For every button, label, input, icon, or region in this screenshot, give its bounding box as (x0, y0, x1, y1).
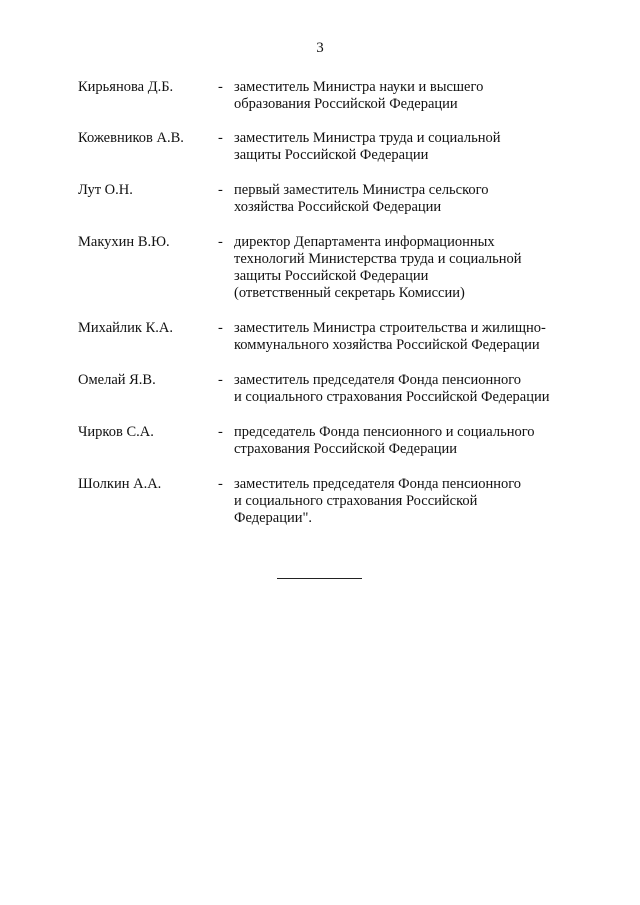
member-dash: - (218, 372, 223, 388)
member-role-line: защиты Российской Федерации (234, 268, 429, 284)
member-role-line: председатель Фонда пенсионного и социального (234, 424, 535, 440)
member-role-line: заместитель председателя Фонда пенсионного (234, 372, 522, 388)
member-role (234, 79, 579, 113)
member-dash: - (218, 424, 223, 440)
member-role (234, 234, 579, 302)
end-of-document-rule (277, 578, 362, 579)
member-role-line: хозяйства Российской Федерации (234, 199, 442, 215)
member-name: Кожевников А.В. (78, 130, 184, 146)
member-role-line: образования Российской Федерации (234, 96, 458, 112)
member-role (234, 424, 579, 458)
member-dash: - (218, 130, 223, 146)
member-role-line: страхования Российской Федерации (234, 441, 458, 457)
member-role-line: и социального страхования Российской Федерации (234, 389, 550, 405)
member-role-line: директор Департамента информационных (234, 234, 495, 250)
member-role-line: технологий Министерства труда и социальной (234, 251, 522, 267)
member-name: Чирков С.А. (78, 424, 154, 440)
member-dash: - (218, 182, 223, 198)
member-role (234, 182, 579, 216)
member-role-line: и социального страхования Российской (234, 493, 478, 509)
member-role-line: заместитель Министра науки и высшего (234, 79, 484, 95)
member-role-line: заместитель председателя Фонда пенсионного (234, 476, 522, 492)
page-number: 3 (316, 40, 324, 56)
member-dash: - (218, 79, 223, 95)
member-role-line: заместитель Министра труда и социальной (234, 130, 501, 146)
member-name: Кирьянова Д.Б. (78, 79, 174, 95)
member-role (234, 476, 579, 527)
member-role (234, 130, 579, 164)
member-role-line: коммунального хозяйства Российской Федерации (234, 337, 540, 353)
member-role (234, 372, 579, 406)
member-role-line: Федерации". (234, 510, 313, 526)
member-role-line: заместитель Министра строительства и жилищно- (234, 320, 546, 336)
member-role-line: (ответственный секретарь Комиссии) (234, 285, 465, 301)
member-name: Лут О.Н. (78, 182, 133, 198)
member-name: Макухин В.Ю. (78, 234, 170, 250)
member-role-line: защиты Российской Федерации (234, 147, 429, 163)
member-role-line: первый заместитель Министра сельского (234, 182, 489, 198)
member-dash: - (218, 234, 223, 250)
member-name: Михайлик К.А. (78, 320, 173, 336)
member-dash: - (218, 476, 223, 492)
member-role (234, 320, 579, 354)
member-name: Омелай Я.В. (78, 372, 156, 388)
member-dash: - (218, 320, 223, 336)
member-name: Шолкин А.А. (78, 476, 162, 492)
